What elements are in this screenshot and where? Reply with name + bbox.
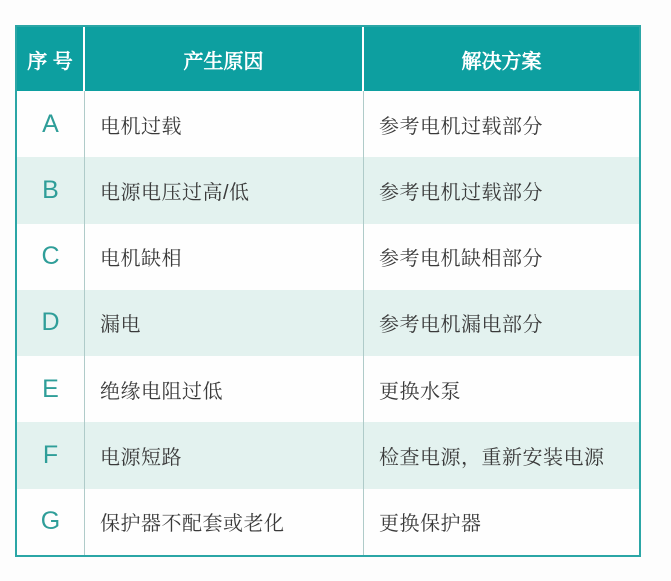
table-row: [17, 224, 639, 290]
table-row: [17, 422, 639, 488]
row-id-cell: C: [17, 224, 85, 290]
table-header-row: [17, 27, 639, 91]
header-cell-cause: 产生原因: [85, 27, 364, 91]
cause-cell: 绝缘电阻过低: [85, 356, 364, 422]
cause-cell: 电源短路: [85, 422, 364, 488]
table-row: [17, 290, 639, 356]
solution-cell: 更换保护器: [379, 513, 482, 536]
table-row: [17, 91, 639, 157]
solution-cell: 参考电机过载部分: [379, 181, 543, 204]
row-id-cell: A: [17, 91, 85, 157]
row-id-cell: G: [17, 489, 85, 555]
cause-cell: 漏电: [85, 290, 364, 356]
cause-cell: 电机过载: [85, 91, 364, 157]
row-id-cell: E: [17, 356, 85, 422]
solution-cell: 参考电机过载部分: [379, 115, 543, 138]
solution-cell: 更换水泵: [379, 380, 461, 403]
cause-cell: 电机缺相: [85, 224, 364, 290]
row-id-cell: D: [17, 290, 85, 356]
table-row: [17, 356, 639, 422]
solution-cell: 参考电机缺相部分: [379, 248, 543, 271]
solution-cell: 参考电机漏电部分: [379, 314, 543, 337]
fault-table: [15, 25, 641, 557]
table-row: [17, 489, 639, 555]
solution-cell: 检查电源，重新安装电源: [379, 447, 605, 470]
cause-cell: 电源电压过高/低: [85, 157, 364, 223]
cause-cell: 保护器不配套或老化: [85, 489, 364, 555]
row-id-cell: B: [17, 157, 85, 223]
row-id-cell: F: [17, 422, 85, 488]
header-cell-solution: 解决方案: [461, 50, 542, 73]
header-cell-serial: 序 号: [17, 27, 85, 91]
table-row: [17, 157, 639, 223]
